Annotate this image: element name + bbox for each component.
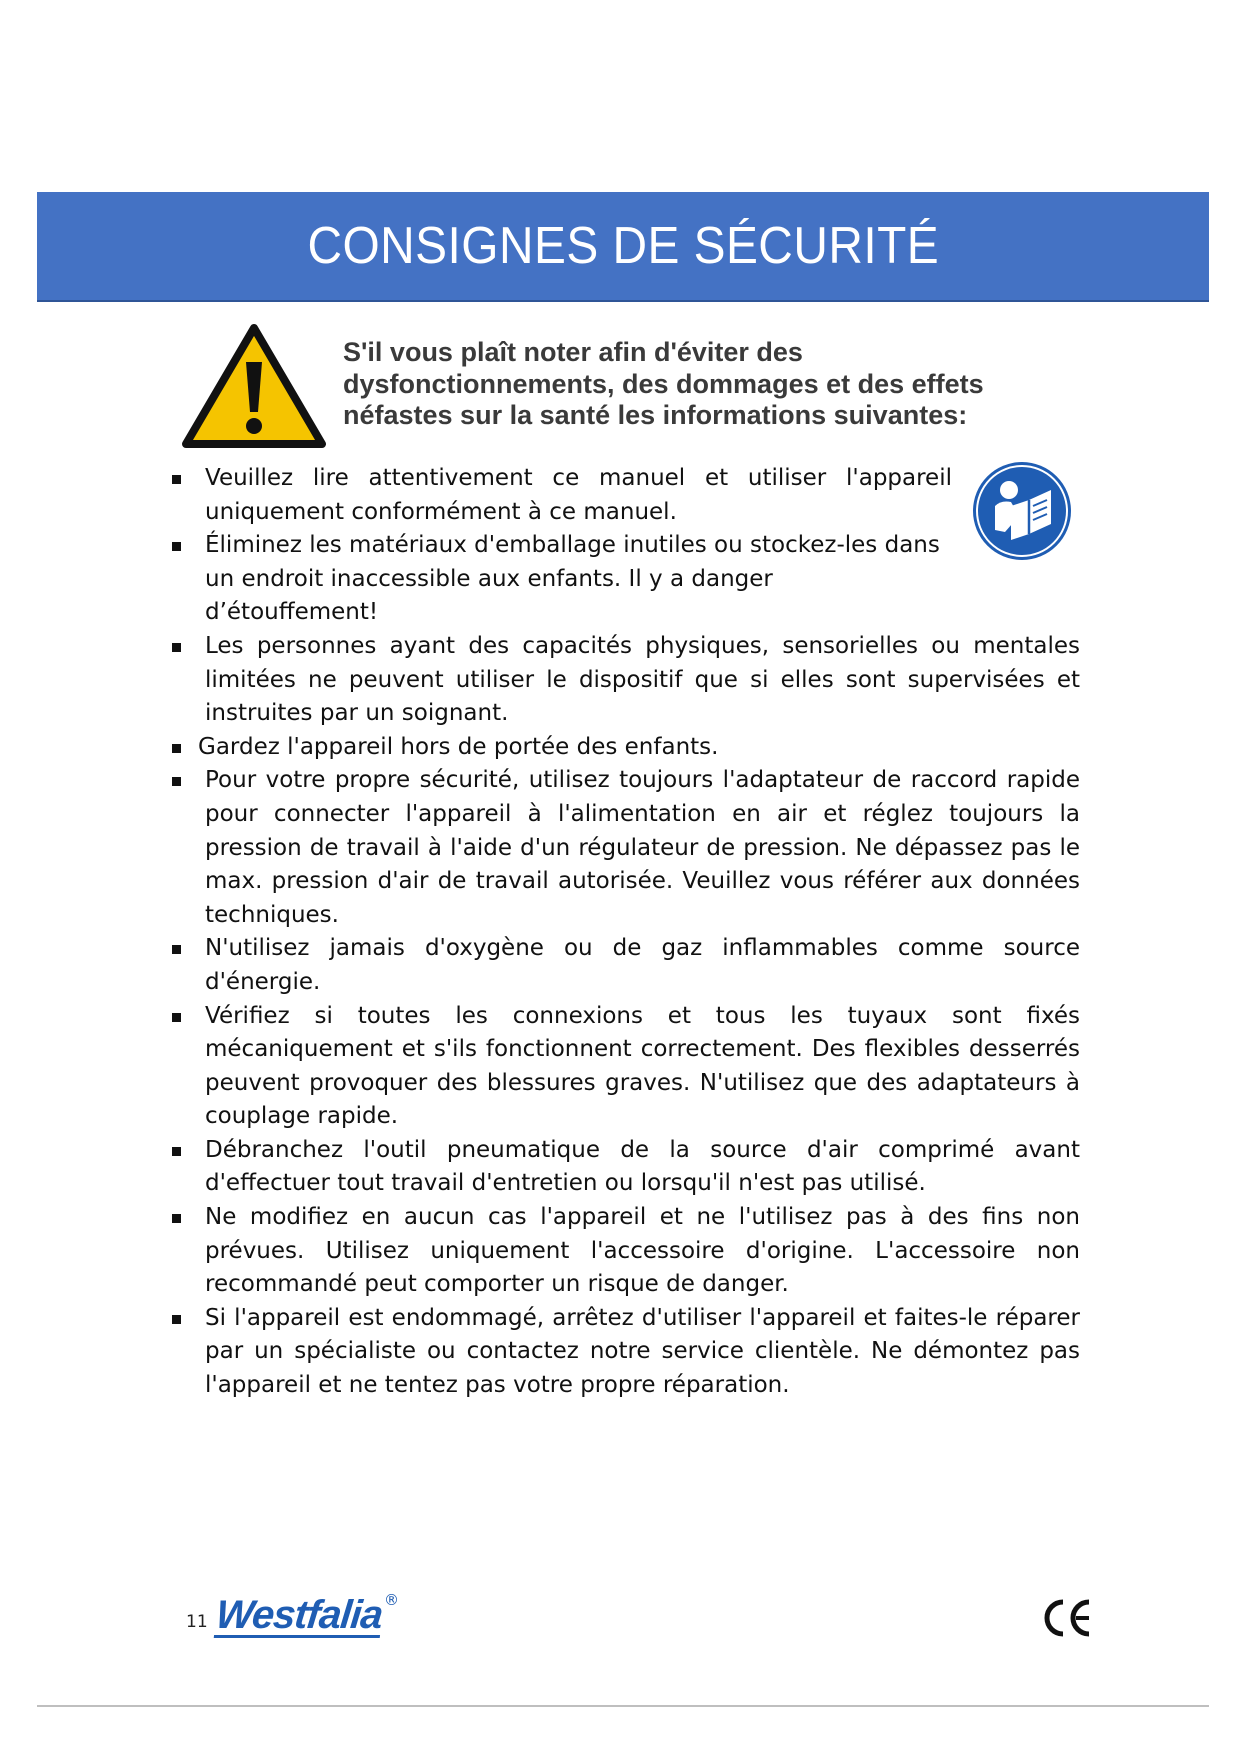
list-item: Vérifiez si toutes les connexions et tous les tuyaux sont fixés mécaniquement et s'ils fonctionnent correctement. Des flexibles desserrés peuvent provoquer des blessures graves. N'utilisez que des adaptateurs à couplage rapide. [170,1000,1080,1134]
footer-divider [37,1705,1209,1707]
ce-mark-icon [1043,1598,1093,1638]
list-item: Ne modifiez en aucun cas l'appareil et ne l'utilisez pas à des fins non prévues. Utilisez uniquement l'accessoire d'origine. L'accessoire non recommandé peut comporter un risque de danger. [170,1201,1080,1302]
list-item: Éliminez les matériaux d'emballage inutiles ou stockez-les dans un endroit inaccessible aux enfants. Il y a danger d’étouffement! [170,529,952,630]
section-header-bar [37,192,1209,302]
list-item: N'utilisez jamais d'oxygène ou de gaz inflammables comme source d'énergie. [170,932,1080,999]
list-item: Pour votre propre sécurité, utilisez toujours l'adaptateur de raccord rapide pour connecter l'appareil à l'alimentation en air et réglez toujours la pression de travail à l'aide d'un régulateur de pression. Ne dépassez pas le max. pression d'air de travail autorisée. Veuillez vous référer aux données techniques. [170,764,1080,932]
safety-rules-list [170,462,1080,1403]
intro-notice: S'il vous plaît noter afin d'éviter des dysfonctionnements, des dommages et des effets néfastes sur la santé les informations suivantes: [343,337,984,430]
westfalia-logo [213,1591,399,1643]
list-item: Débranchez l'outil pneumatique de la source d'air comprimé avant d'effectuer tout travail d'entretien ou lorsqu'il n'est pas utilisé. [170,1134,1080,1201]
registered-mark: ® [384,1591,399,1609]
list-item: Gardez l'appareil hors de portée des enfants. [170,731,1080,765]
list-item: Si l'appareil est endommagé, arrêtez d'utiliser l'appareil et faites-le réparer par un spécialiste ou contactez notre service clientèle. Ne démontez pas l'appareil et ne tentez pas votre propre réparation. [170,1302,1080,1403]
warning-triangle-icon [180,322,328,450]
page-number: 11 [186,1612,208,1632]
list-item: Les personnes ayant des capacités physiques, sensorielles ou mentales limitées ne peuvent utiliser le dispositif que si elles sont supervisées et instruites par un soignant. [170,630,1080,731]
page-title: CONSIGNES DE SÉCURITÉ [307,217,939,275]
list-item: Veuillez lire attentivement ce manuel et utiliser l'appareil uniquement conformément à ce manuel. [170,462,952,529]
logo-text: Westfalia [213,1593,385,1637]
